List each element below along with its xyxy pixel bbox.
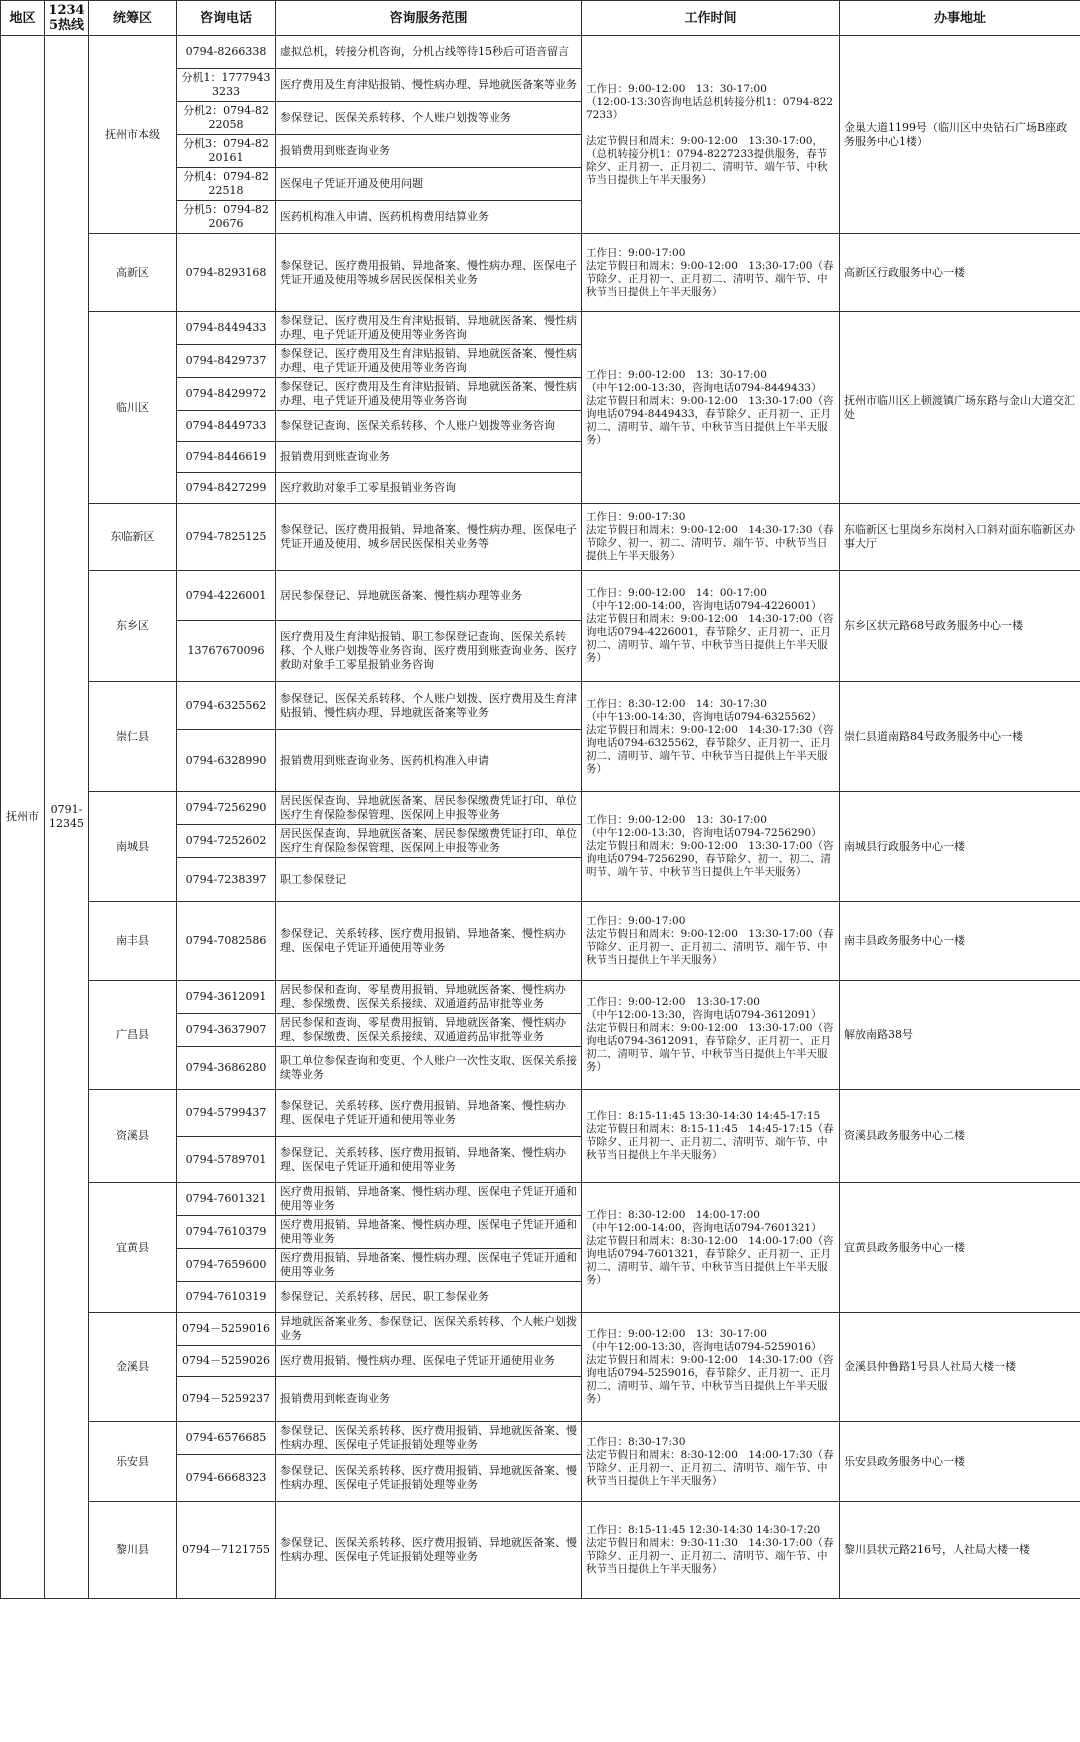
header-cell: 统筹区 (89, 1, 177, 36)
district-name: 宜黄县 (89, 1183, 177, 1313)
table-row (1, 792, 1080, 825)
scope-cell: 参保登记、医疗费用报销、异地备案、慢性病办理、医保电子凭证开通及使用、城乡居民医保相关业务等 (276, 504, 582, 571)
hours-cell: 工作日：9:00-12:00 13：30-17:00 （中午12:00-13:30，咨询电话0794-8449433） 法定节假日和周末：9:00-12:00 13:30-17:00（咨询电话0794-8449433，春节除夕、正月初一、正月初二、清明节、端午节、中秋节当日提供上午半天服务） (582, 312, 840, 504)
table-row (1, 571, 1080, 621)
scope-cell: 职工单位参保查询和变更、个人账户一次性支取、医保关系接续等业务 (276, 1047, 582, 1090)
table-row (1, 682, 1080, 730)
hours-cell: 工作日：8:15-11:45 12:30-14:30 14:30-17:20 法定节假日和周末：9:30-11:30 14:30-17:00（春节除夕、正月初一、正月初二、清明节、端午节、中秋节当日提供上午半天服务） (582, 1502, 840, 1599)
district-name: 抚州市本级 (89, 36, 177, 234)
phone-cell: 0794－5259026 (177, 1346, 276, 1377)
phone-cell: 分机4：0794-8222518 (177, 168, 276, 201)
table-row (1, 1313, 1080, 1346)
phone-cell: 0794-6668323 (177, 1455, 276, 1502)
phone-cell: 分机1：17779433233 (177, 69, 276, 102)
header-cell: 地区 (1, 1, 45, 36)
scope-cell: 报销费用到账查询业务 (276, 442, 582, 473)
phone-cell: 0794-7238397 (177, 858, 276, 902)
scope-cell: 医疗费用报销、慢性病办理、医保电子凭证开通使用业务 (276, 1346, 582, 1377)
phone-cell: 0794-6576685 (177, 1422, 276, 1455)
hours-cell: 工作日：8:30-12:00 14:00-17:00 （中午12:00-14:00，咨询电话0794-7601321） 法定节假日和周末：8:30-12:00 14:00-17:00（咨询电话0794-7601321，春节除夕、正月初一、正月初二、清明节、端午节、中秋节当日提供上午半天服务） (582, 1183, 840, 1313)
scope-cell: 医保电子凭证开通及使用问题 (276, 168, 582, 201)
table-row (1, 1502, 1080, 1599)
region-cell: 抚州市 (1, 36, 45, 1599)
address-cell: 东临新区七里岗乡东岗村入口斜对面东临新区办事大厅 (840, 504, 1080, 571)
table-row (1, 1422, 1080, 1455)
district-name: 广昌县 (89, 981, 177, 1090)
scope-cell: 参保登记、医疗费用及生育津贴报销、异地就医备案、慢性病办理、电子凭证开通及使用等业务咨询 (276, 345, 582, 378)
scope-cell: 参保登记、关系转移、居民、职工参保业务 (276, 1282, 582, 1313)
table-row (1, 1090, 1080, 1137)
scope-cell: 医疗费用及生育津贴报销、慢性病办理、异地就医备案等业务 (276, 69, 582, 102)
hours-cell: 工作日：8:15-11:45 13:30-14:30 14:45-17:15 法定节假日和周末：8:15-11:45 14:45-17:15（春节除夕、正月初一、正月初二、清明节、端午节、中秋节当日提供上午半天服务） (582, 1090, 840, 1183)
phone-cell: 0794-7825125 (177, 504, 276, 571)
phone-cell: 0794－7121755 (177, 1502, 276, 1599)
table-body (1, 36, 1080, 1599)
district-name: 高新区 (89, 234, 177, 312)
address-cell: 东乡区状元路68号政务服务中心一楼 (840, 571, 1080, 682)
phone-cell: 0794-6325562 (177, 682, 276, 730)
scope-cell: 参保登记、医保关系转移、医疗费用报销、异地就医备案、慢性病办理、医保电子凭证报销处理等业务 (276, 1455, 582, 1502)
district-name: 南城县 (89, 792, 177, 902)
address-cell: 宜黄县政务服务中心一楼 (840, 1183, 1080, 1313)
address-cell: 解放南路38号 (840, 981, 1080, 1090)
district-name: 乐安县 (89, 1422, 177, 1502)
scope-cell: 虚拟总机，转接分机咨询，分机占线等待15秒后可语音留言 (276, 36, 582, 69)
header-cell: 工作时间 (582, 1, 840, 36)
phone-cell: 0794－5259016 (177, 1313, 276, 1346)
scope-cell: 医药机构准入申请、医药机构费用结算业务 (276, 201, 582, 234)
hotline-cell: 0791-12345 (45, 36, 89, 1599)
phone-cell: 0794-5789701 (177, 1137, 276, 1183)
phone-cell: 0794-7082586 (177, 902, 276, 981)
phone-cell: 0794-7252602 (177, 825, 276, 858)
phone-cell: 0794-8449733 (177, 411, 276, 442)
phone-cell: 0794-8449433 (177, 312, 276, 345)
hours-cell: 工作日：9:00-17:00 法定节假日和周末：9:00-12:00 13:30-17:00（春节除夕、正月初一、正月初二、清明节、端午节、中秋节当日提供上午半天服务） (582, 902, 840, 981)
hours-cell: 工作日：8:30-17:30 法定节假日和周末：8:30-12:00 14:00-17:30（春节除夕、正月初一、正月初二、清明节、端午节、中秋节当日提供上午半天服务） (582, 1422, 840, 1502)
district-name: 崇仁县 (89, 682, 177, 792)
hours-cell: 工作日：9:00-12:00 13：30-17:00 （中午12:00-13:30，咨询电话0794-5259016） 法定节假日和周末：9:00-12:00 14:30-17:00（咨询电话0794-5259016，春节除夕、正月初一、正月初二、清明节、端午节、中秋节当日提供上午半天服务） (582, 1313, 840, 1422)
table-row (1, 36, 1080, 69)
scope-cell: 参保登记、医保关系转移、医疗费用报销、异地就医备案、慢性病办理、医保电子凭证报销处理等业务 (276, 1502, 582, 1599)
table-row (1, 504, 1080, 571)
phone-cell: 0794-8427299 (177, 473, 276, 504)
scope-cell: 居民参保和查询、零星费用报销、异地就医备案、慢性病办理、参保缴费、医保关系接续、双通道药品审批等业务 (276, 981, 582, 1014)
scope-cell: 居民医保查询、异地就医备案、居民参保缴费凭证打印、单位医疗生育保险参保管理、医保网上申报等业务 (276, 825, 582, 858)
address-cell: 资溪县政务服务中心二楼 (840, 1090, 1080, 1183)
district-name: 金溪县 (89, 1313, 177, 1422)
header-cell: 咨询电话 (177, 1, 276, 36)
phone-cell: 0794-3686280 (177, 1047, 276, 1090)
scope-cell: 职工参保登记 (276, 858, 582, 902)
scope-cell: 参保登记、医疗费用报销、异地备案、慢性病办理、医保电子凭证开通及使用等城乡居民医保相关业务 (276, 234, 582, 312)
header-cell: 12345热线 (45, 1, 89, 36)
scope-cell: 参保登记、医保关系转移、个人账户划拨、医疗费用及生育津贴报销、慢性病办理、异地就医备案等业务 (276, 682, 582, 730)
address-cell: 黎川县状元路216号，人社局大楼一楼 (840, 1502, 1080, 1599)
phone-cell: 0794-8446619 (177, 442, 276, 473)
district-name: 资溪县 (89, 1090, 177, 1183)
phone-cell: 分机2：0794-8222058 (177, 102, 276, 135)
phone-cell: 13767670096 (177, 621, 276, 682)
hours-cell: 工作日：9:00-12:00 13：30-17:00 （12:00-13:30咨询电话总机转接分机1：0794-8227233） 法定节假日和周末：9:00-12:00 13:30-17:00，（总机转接分机1：0794-8227233提供服务，春节除夕、正月初一、正月初二、清明节、端午节、中秋节当日提供上午半天服务） (582, 36, 840, 234)
phone-cell: 0794-4226001 (177, 571, 276, 621)
hours-cell: 工作日：9:00-17:00 法定节假日和周末：9:00-12:00 13:30-17:00（春节除夕、正月初一、正月初二、清明节、端午节、中秋节当日提供上午半天服务） (582, 234, 840, 312)
table-row (1, 234, 1080, 312)
hours-cell: 工作日：9:00-12:00 13：30-17:00 （中午12:00-13:30，咨询电话0794-7256290） 法定节假日和周末：9:00-12:00 13:30-17:00（咨询电话0794-7256290，春节除夕、初一、初二、清明节、端午节、中秋节当日提供上午半天服务） (582, 792, 840, 902)
phone-cell: 0794-8266338 (177, 36, 276, 69)
scope-cell: 参保登记、医疗费用及生育津贴报销、异地就医备案、慢性病办理、电子凭证开通及使用等业务咨询 (276, 312, 582, 345)
address-cell: 金溪县仲鲁路1号县人社局大楼一楼 (840, 1313, 1080, 1422)
address-cell: 金巢大道1199号（临川区中央钻石广场B座政务服务中心1楼） (840, 36, 1080, 234)
hours-cell: 工作日：9:00-12:00 13:30-17:00 （中午12:00-13:30，咨询电话0794-3612091） 法定节假日和周末：9:00-12:00 13:30-17:00（咨询电话0794-3612091，春节除夕、正月初一、正月初二、清明节、端午节、中秋节当日提供上午半天服务） (582, 981, 840, 1090)
address-cell: 南城县行政服务中心一楼 (840, 792, 1080, 902)
phone-cell: 0794-7610379 (177, 1216, 276, 1249)
header-cell: 咨询服务范围 (276, 1, 582, 36)
address-cell: 高新区行政服务中心一楼 (840, 234, 1080, 312)
scope-cell: 报销费用到账查询业务 (276, 135, 582, 168)
phone-cell: 0794-7659600 (177, 1249, 276, 1282)
scope-cell: 参保登记查询、医保关系转移、个人账户划拨等业务咨询 (276, 411, 582, 442)
table-row (1, 312, 1080, 345)
hours-cell: 工作日：9:00-12:00 14：00-17:00 （中午12:00-14:00，咨询电话0794-4226001） 法定节假日和周末：9:00-12:00 14:30-17:00（咨询电话0794-4226001，春节除夕、正月初一、正月初二、清明节、端午节、中秋节当日提供上午半天服务） (582, 571, 840, 682)
phone-cell: 0794-7610319 (177, 1282, 276, 1313)
district-name: 东临新区 (89, 504, 177, 571)
address-cell: 崇仁县道南路84号政务服务中心一楼 (840, 682, 1080, 792)
phone-cell: 0794-7601321 (177, 1183, 276, 1216)
phone-cell: 0794-8429737 (177, 345, 276, 378)
header-row (1, 1, 1080, 36)
scope-cell: 居民参保登记、异地就医备案、慢性病办理等业务 (276, 571, 582, 621)
phone-cell: 0794-8429972 (177, 378, 276, 411)
scope-cell: 参保登记、关系转移、医疗费用报销、异地备案、慢性病办理、医保电子凭证开通和使用等业务 (276, 1090, 582, 1137)
address-cell: 南丰县政务服务中心一楼 (840, 902, 1080, 981)
scope-cell: 参保登记、医疗费用及生育津贴报销、异地就医备案、慢性病办理、电子凭证开通及使用等业务咨询 (276, 378, 582, 411)
scope-cell: 居民参保和查询、零星费用报销、异地就医备案、慢性病办理、参保缴费、医保关系接续、双通道药品审批等业务 (276, 1014, 582, 1047)
table-row (1, 902, 1080, 981)
phone-cell: 0794-3612091 (177, 981, 276, 1014)
scope-cell: 居民医保查询、异地就医备案、居民参保缴费凭证打印、单位医疗生育保险参保管理、医保网上申报等业务 (276, 792, 582, 825)
table-row (1, 1183, 1080, 1216)
address-cell: 乐安县政务服务中心一楼 (840, 1422, 1080, 1502)
district-name: 黎川县 (89, 1502, 177, 1599)
district-name: 东乡区 (89, 571, 177, 682)
scope-cell: 医疗费用报销、异地备案、慢性病办理、医保电子凭证开通和使用等业务 (276, 1183, 582, 1216)
address-cell: 抚州市临川区上顿渡镇广场东路与金山大道交汇处 (840, 312, 1080, 504)
district-name: 南丰县 (89, 902, 177, 981)
scope-cell: 医疗费用及生育津贴报销、职工参保登记查询、医保关系转移、个人账户划拨等业务咨询、医疗费用到账查询业务、医疗救助对象手工零星报销业务咨询 (276, 621, 582, 682)
scope-cell: 医疗费用报销、异地备案、慢性病办理、医保电子凭证开通和使用等业务 (276, 1249, 582, 1282)
hours-cell: 工作日：8:30-12:00 14：30-17:30 （中午13:00-14:30，咨询电话0794-6325562） 法定节假日和周末：9:00-12:00 14:30-17:30（咨询电话0794-6325562，春节除夕、正月初一、正月初二、清明节、端午节、中秋节当日提供上午半天服务） (582, 682, 840, 792)
scope-cell: 参保登记、关系转移、医疗费用报销、异地备案、慢性病办理、医保电子凭证开通使用等业务 (276, 902, 582, 981)
phone-cell: 0794-3637907 (177, 1014, 276, 1047)
phone-cell: 0794-8293168 (177, 234, 276, 312)
scope-cell: 报销费用到帐查询业务 (276, 1377, 582, 1422)
scope-cell: 报销费用到账查询业务、医药机构准入申请 (276, 730, 582, 792)
scope-cell: 参保登记、医保关系转移、个人账户划拨等业务 (276, 102, 582, 135)
phone-cell: 0794-6328990 (177, 730, 276, 792)
scope-cell: 医疗费用报销、异地备案、慢性病办理、医保电子凭证开通和使用等业务 (276, 1216, 582, 1249)
table-row (1, 981, 1080, 1014)
phone-cell: 分机5：0794-8220676 (177, 201, 276, 234)
scope-cell: 医疗救助对象手工零星报销业务咨询 (276, 473, 582, 504)
scope-cell: 参保登记、医保关系转移、医疗费用报销、异地就医备案、慢性病办理、医保电子凭证报销处理等业务 (276, 1422, 582, 1455)
phone-cell: 0794-5799437 (177, 1090, 276, 1137)
phone-cell: 0794-7256290 (177, 792, 276, 825)
hours-cell: 工作日：9:00-17:30 法定节假日和周末：9:00-12:00 14:30-17:30（春节除夕、初一、初二、清明节、端午节、中秋节当日提供上午半天服务） (582, 504, 840, 571)
scope-cell: 参保登记、关系转移、医疗费用报销、异地备案、慢性病办理、医保电子凭证开通和使用等业务 (276, 1137, 582, 1183)
phone-cell: 0794－5259237 (177, 1377, 276, 1422)
header-cell: 办事地址 (840, 1, 1080, 36)
phone-cell: 分机3：0794-8220161 (177, 135, 276, 168)
district-name: 临川区 (89, 312, 177, 504)
scope-cell: 异地就医备案业务、参保登记、医保关系转移、个人帐户划拨业务 (276, 1313, 582, 1346)
